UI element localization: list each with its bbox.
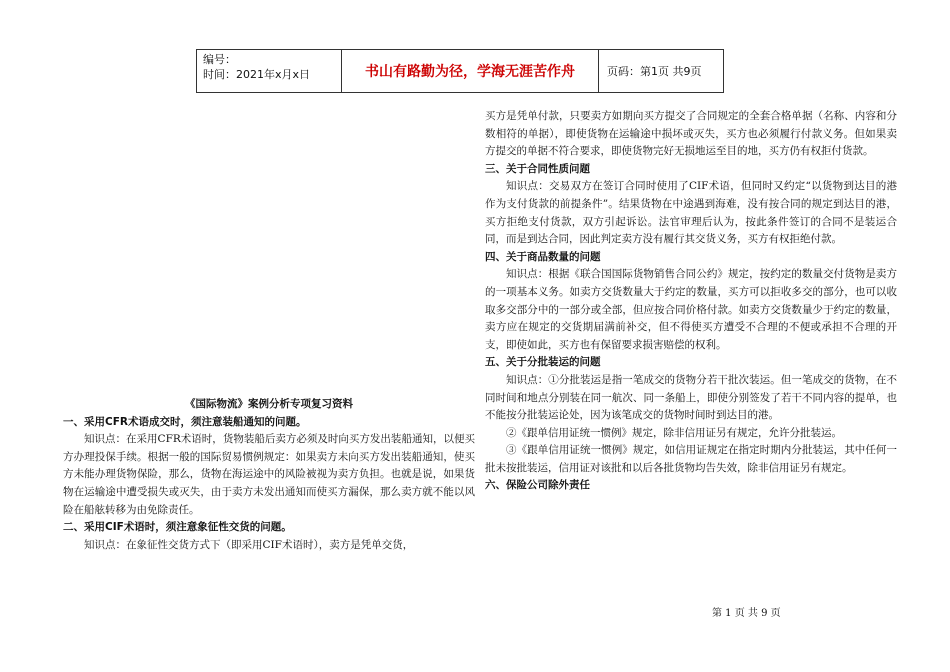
section-4-paragraph: 知识点：根据《联合国国际货物销售合同公约》规定，按约定的数量交付货物是卖方的一项基本义务。如卖方交货数量大于约定的数量，买方可以拒收多交的部分，也可以收取多交部分中的一部分或全部，但应按合同价格付款。如卖方交货数量少于约定的数量，卖方应在规定的交货期届满前补交，但不得使买方遭受不合理的不便或承担不合理的开支，即使如此，买方也有保留要求损害赔偿的权利。: [485, 268, 897, 351]
right-column: [485, 108, 897, 495]
document-title: 《国际物流》案例分析专项复习资料: [185, 398, 353, 410]
motto: 书山有路勤为径，学海无涯苦作舟: [342, 50, 599, 92]
time-label: 时间：2021年x月x日: [203, 68, 311, 81]
section-5-paragraph-2: ②《跟单信用证统一惯例》规定，除非信用证另有规定，允许分批装运。: [506, 426, 842, 439]
section-2-heading: 二、采用CIF术语时，须注意象征性交货的问题。: [63, 521, 292, 534]
section-3-heading: 三、关于合同性质问题: [485, 162, 590, 175]
section-2-paragraph: 知识点：在象征性交货方式下（即采用CIF术语时），卖方是凭单交货，: [84, 538, 414, 551]
section-2-continued: 买方是凭单付款，只要卖方如期向买方提交了合同规定的全套合格单据（名称、内容和分数相符的单据），即使货物在运输途中损坏或灭失，买方也必须履行付款义务。但如果卖方提交的单据不符合要求，即使货物完好无损地运至目的地，买方仍有权拒付货款。: [485, 110, 897, 158]
code-label: 编号：: [203, 53, 236, 66]
page-footer: 第 1 页 共 9 页: [712, 608, 781, 619]
section-5-paragraph-1: 知识点：①分批装运是指一笔成交的货物分若干批次装运。但一笔成交的货物，在不同时间和地点分别装在同一航次、同一条船上，即使分别签发了若干不同内容的提单，也不能按分批装运论处，因为该笔成交的货物时间时到达目的港。: [485, 373, 897, 422]
section-1-paragraph: 知识点：在采用CFR术语时，货物装船后卖方必须及时向买方发出装船通知，以便买方办理投保手续。根据一般的国际贸易惯例规定：如果卖方未向买方发出装船通知，使买方未能办理货物保险，那么，货物在海运途中的风险被视为卖方负担。也就是说，如果货物在运输途中遭受损失或灭失，由于卖方未发出通知而使买方漏保，那么卖方就不能以风险在船舷转移为由免除责任。: [63, 433, 475, 516]
section-5-heading: 五、关于分批装运的问题: [485, 356, 601, 369]
left-column: [63, 396, 475, 554]
header-meta-cell: [197, 50, 342, 92]
section-6-heading: 六、保险公司除外责任: [485, 479, 590, 492]
page-label: 页码：第1页 共9页: [607, 65, 702, 78]
section-1-heading: 一、采用CFR术语成交时，须注意装船通知的问题。: [63, 415, 307, 428]
section-4-heading: 四、关于商品数量的问题: [485, 250, 601, 263]
section-5-paragraph-3: ③《跟单信用证统一惯例》规定，如信用证规定在指定时期内分批装运，其中任何一批未按批装运，信用证对该批和以后各批货物均告失效，除非信用证另有规定。: [485, 444, 897, 474]
section-3-paragraph: 知识点：交易双方在签订合同时使用了CIF术语，但同时又约定“以货物到达目的港作为支付货款的前提条件”。结果货物在中途遇到海难，没有按合同的规定到达目的港，买方拒绝支付货款，双方引起诉讼。法官审理后认为，按此条件签订的合同不是装运合同，而是到达合同，因此判定卖方没有履行其交货义务，买方有权拒绝付款。: [485, 180, 897, 246]
header-table: [196, 49, 724, 93]
